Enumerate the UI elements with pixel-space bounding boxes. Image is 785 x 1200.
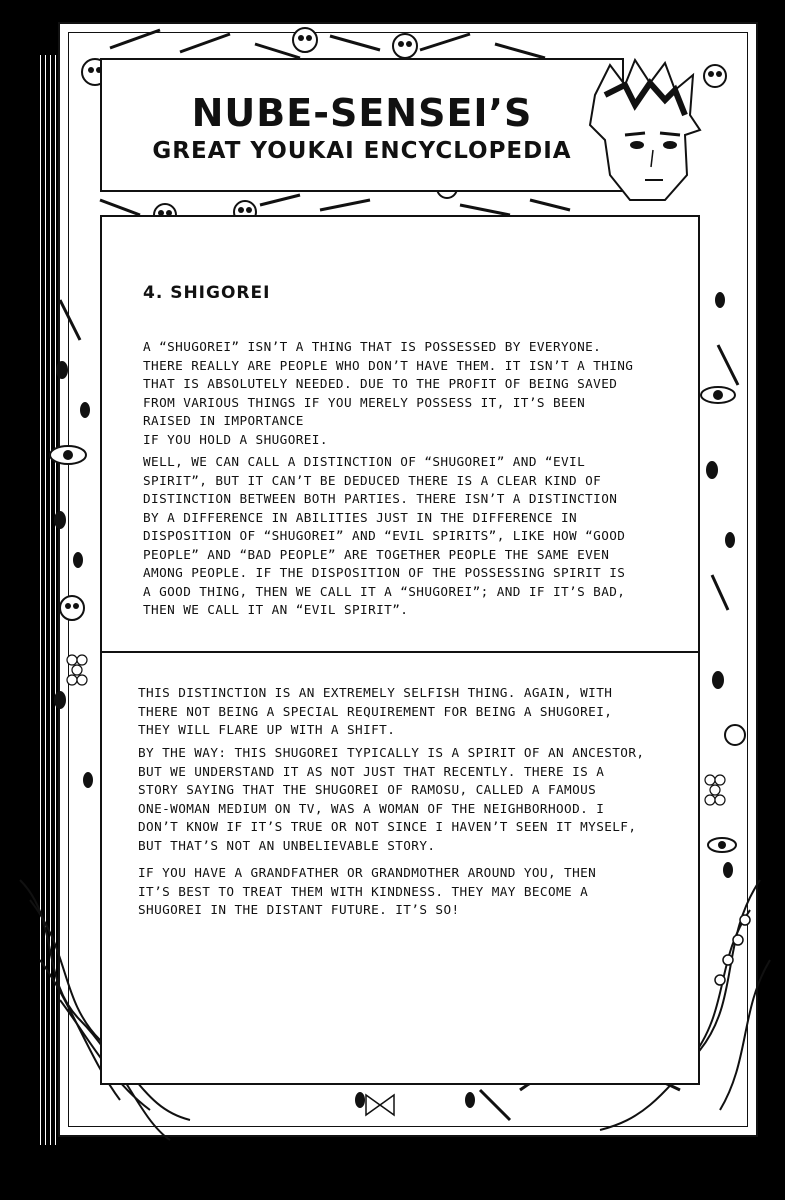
- page-title: NUBE-SENSEI’S: [191, 91, 533, 135]
- divider: [100, 651, 700, 653]
- paragraph-5: IF YOU HAVE A GRANDFATHER OR GRANDMOTHER AROUND YOU, THEN IT’S BEST TO TREAT THEM WITH KINDNESS. THEY MAY BECOME A SHUGOREI IN THE DISTANT FUTURE. IT’S SO!: [138, 865, 597, 917]
- page-subtitle: GREAT YOUKAI ENCYCLOPEDIA: [152, 138, 572, 164]
- paragraph-1: A “SHUGOREI” ISN’T A THING THAT IS POSSESSED BY EVERYONE. THERE REALLY ARE PEOPLE WHO DON’T HAVE THEM. IT ISN’T A THING THAT IS ABSOLUTELY NEEDED. DUE TO THE PROFIT OF BEING SAVED FROM VARIOUS THINGS IF YOU MERELY POSSESS IT, IT’S BEEN RAISED IN IMPORTANCE IF YOU HOLD A SHUGOREI.: [143, 339, 634, 447]
- header-panel: [100, 58, 624, 192]
- character-portrait: [575, 55, 710, 205]
- paragraph-2: WELL, WE CAN CALL A DISTINCTION OF “SHUGOREI” AND “EVIL SPIRIT”, BUT IT CAN’T BE DEDUCED THERE IS A CLEAR KIND OF DISTINCTION BETWEEN BOTH PARTIES. THERE ISN’T A DISTINCTION BY A DIFFERENCE IN ABILITIES JUST IN THE DIFFERENCE IN DISPOSITION OF “SHUGOREI” AND “EVIL SPIRITS”, LIKE HOW “GOOD PEOPLE” AND “BAD PEOPLE” ARE TOGETHER PEOPLE THE SAME EVEN AMONG PEOPLE. IF THE DISPOSITION OF THE POSSESSING SPIRIT IS A GOOD THING, THEN WE CALL IT A “SHUGOREI”; AND IF IT’S BAD, THEN WE CALL IT AN “EVIL SPIRIT”.: [143, 454, 626, 617]
- section-heading: 4. SHIGOREI: [143, 283, 271, 303]
- butterfly-icon: [366, 1095, 394, 1115]
- paragraph-4: BY THE WAY: THIS SHUGOREI TYPICALLY IS A SPIRIT OF AN ANCESTOR, BUT WE UNDERSTAND IT AS NOT JUST THAT RECENTLY. THERE IS A STORY SAYING THAT THE SHUGOREI OF RAMOSU, CALLED A FAMOUS ONE-WOMAN MEDIUM ON TV, WAS A WOMAN OF THE NEIGHBORHOOD. I DON’T KNOW IF IT’S TRUE OR NOT SINCE I HAVEN’T SEEN IT MYSELF, BUT THAT’S NOT AN UNBELIEVABLE STORY.: [138, 745, 645, 853]
- paragraph-3: THIS DISTINCTION IS AN EXTREMELY SELFISH THING. AGAIN, WITH THERE NOT BEING A SPECIAL REQUIREMENT FOR BEING A SHUGOREI, THEY WILL FLARE UP WITH A SHIFT.: [138, 685, 613, 737]
